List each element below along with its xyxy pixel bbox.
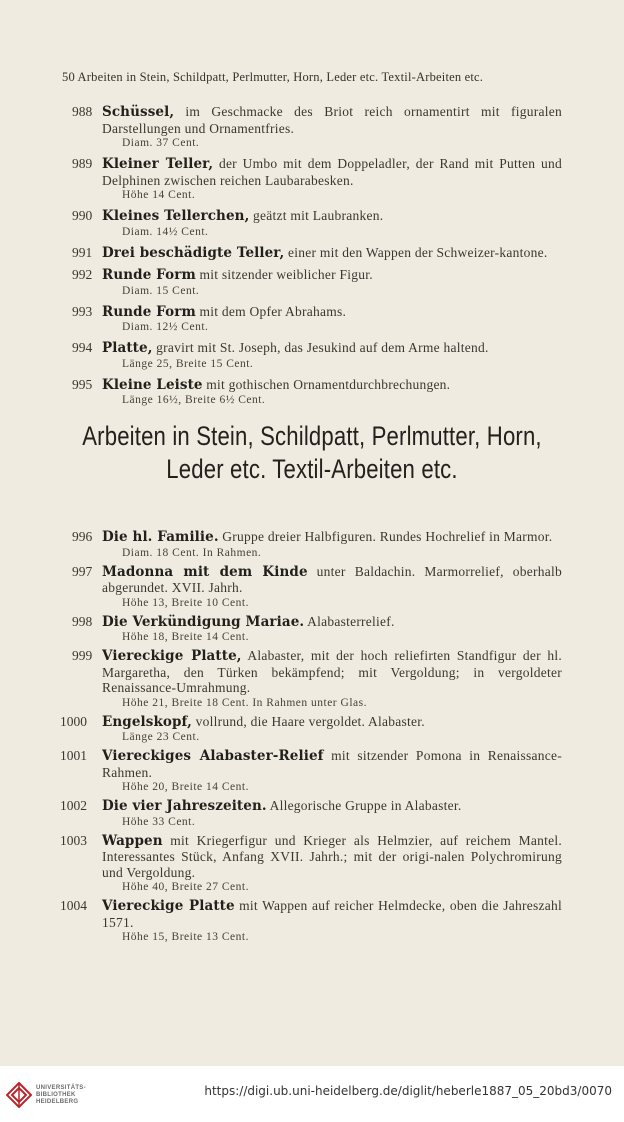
entry-title: Viereckige Platte,: [102, 648, 242, 664]
catalog-entry: [66, 529, 562, 560]
entry-measurements: Höhe 13, Breite 10 Cent.: [122, 596, 249, 609]
entry-measurements: Diam. 37 Cent.: [122, 137, 200, 149]
entry-number: 990: [72, 208, 93, 223]
entry-text: gravirt mit St. Joseph, das Jesukind auf dem Arme haltend.: [152, 340, 489, 355]
entry-description: [102, 156, 562, 188]
catalog-entry: [60, 898, 562, 944]
entry-text: unter Baldachin. Marmorrelief, oberhalb abgerundet. XVII. Jahrh.: [102, 563, 562, 595]
entry-description: [102, 377, 562, 394]
entry-description: [102, 245, 562, 262]
entry-description: [102, 104, 562, 136]
entry-number: 1004: [60, 898, 87, 913]
entry-text: Alabaster, mit der hoch reliefirten Standfigur der hl. Margaretha, den Türken bekämpfend; mit Vergoldung; in vergoldeter Renaissance-Umrahmung.: [102, 648, 562, 695]
entry-description: [102, 208, 562, 225]
entry-text: mit Kriegerfigur und Krieger als Helmzier, auf reichem Mantel. Interessantes Stück, Anfang XVII. Jahrh.; mit der origi-nalen Polychromirung und Vergoldung.: [102, 832, 562, 880]
entry-description: [102, 748, 562, 780]
entry-title: Kleine Leiste: [102, 376, 203, 393]
entry-number: 1000: [60, 713, 87, 729]
entry-number: 997: [72, 563, 93, 579]
running-head: 50 Arbeiten in Stein, Schildpatt, Perlmutter, Horn, Leder etc. Textil-Arbeiten etc.: [62, 70, 484, 84]
entry-description: [102, 714, 562, 731]
entry-title: Viereckige Platte: [102, 898, 235, 914]
catalog-entry: [66, 104, 562, 150]
entry-number: 995: [72, 376, 93, 392]
entry-title: Schüssel,: [102, 104, 175, 120]
entry-title: Kleiner Teller,: [102, 156, 214, 172]
entry-measurements: Höhe 20, Breite 14 Cent.: [122, 781, 249, 793]
entry-measurements: Diam. 12½ Cent.: [122, 321, 209, 333]
entry-description: [102, 614, 562, 631]
catalog-entry: [66, 304, 562, 335]
entry-number: 989: [72, 156, 93, 171]
catalog-entry: [66, 208, 562, 239]
catalog-entry: [60, 713, 562, 745]
entry-description: [102, 340, 562, 357]
entry-measurements: Länge 23 Cent.: [122, 731, 200, 743]
library-name: [36, 1085, 86, 1106]
entry-text: einer mit den Wappen der Schweizer-kantone.: [284, 244, 548, 260]
entry-measurements: Höhe 18, Breite 14 Cent.: [122, 631, 249, 643]
entry-description: [102, 304, 562, 321]
entry-title: Runde Form: [102, 267, 196, 283]
entry-title: Kleines Tellerchen,: [102, 208, 250, 224]
entry-measurements: Diam. 14½ Cent.: [122, 225, 209, 238]
entry-title: Madonna mit dem Kinde: [102, 563, 308, 580]
entry-number: 1001: [60, 748, 87, 763]
entry-text: mit dem Opfer Abrahams.: [195, 303, 347, 319]
entry-number: 994: [72, 340, 93, 355]
catalog-entry: [60, 798, 562, 829]
entry-text: mit sitzender weiblicher Figur.: [195, 267, 373, 282]
entry-text: der Umbo mit dem Doppeladler, der Rand mit Putten und Delphinen zwischen reichen Laubarabesken.: [102, 156, 562, 188]
library-line3: HEIDELBERG: [36, 1099, 79, 1105]
footer-bar: [0, 1066, 624, 1122]
entry-number: 1002: [60, 798, 87, 813]
catalog-entry: [60, 832, 562, 895]
entry-description: [102, 898, 562, 930]
entry-title: Die vier Jahreszeiten.: [102, 798, 267, 814]
entry-measurements: Höhe 15, Breite 13 Cent.: [122, 931, 249, 943]
entries-bottom: [0, 529, 624, 948]
entry-description: [102, 564, 562, 596]
entry-text: mit Wappen auf reicher Helmdecke, oben die Jahreszahl 1571.: [102, 898, 562, 930]
entry-title: Drei beschädigte Teller,: [102, 244, 285, 261]
catalog-entry: [66, 614, 562, 645]
entry-number: 996: [72, 529, 93, 544]
catalog-entry: [66, 340, 562, 371]
catalog-entry: [66, 267, 562, 298]
entry-text: Allegorische Gruppe in Alabaster.: [266, 798, 462, 813]
entry-measurements: Länge 16½, Breite 6½ Cent.: [122, 394, 266, 406]
entry-number: 991: [72, 244, 93, 260]
section-title: [56, 420, 568, 486]
entry-measurements: Höhe 21, Breite 18 Cent. In Rahmen unter Glas.: [122, 696, 367, 709]
entry-measurements: Diam. 15 Cent.: [122, 284, 200, 297]
entry-measurements: Diam. 18 Cent. In Rahmen.: [122, 546, 262, 559]
entry-number: 988: [72, 104, 93, 119]
entry-description: [102, 267, 562, 284]
entry-title: Viereckiges Alabaster-Relief: [102, 748, 324, 764]
entry-measurements: Länge 25, Breite 15 Cent.: [122, 357, 254, 370]
entry-text: Gruppe dreier Halbfiguren. Rundes Hochrelief in Marmor.: [218, 529, 553, 544]
entry-text: geätzt mit Laubranken.: [249, 208, 384, 223]
entry-number: 993: [72, 303, 93, 319]
entry-title: Engelskopf,: [102, 713, 192, 730]
catalog-entry: [66, 245, 562, 262]
source-url-link[interactable]: https://digi.ub.uni-heidelberg.de/diglit/heberle1887_05_20bd3/0070: [204, 1084, 612, 1098]
library-line2: BIBLIOTHEK: [36, 1092, 76, 1098]
entry-text: im Geschmacke des Briot reich ornamentirt mit figuralen Darstellungen und Ornamentfries.: [102, 104, 562, 136]
entry-measurements: Höhe 33 Cent.: [122, 815, 196, 828]
section-title-line1: Arbeiten in Stein, Schildpatt, Perlmutter, Horn,: [82, 421, 542, 451]
entry-title: Wappen: [102, 832, 163, 849]
entry-description: [102, 833, 562, 881]
entry-measurements: Höhe 14 Cent.: [122, 189, 196, 201]
entry-number: 1003: [60, 832, 87, 848]
catalog-entry: [66, 564, 562, 610]
entry-number: 992: [72, 267, 93, 282]
catalog-entry: [66, 648, 562, 710]
entry-title: Runde Form: [102, 303, 196, 320]
entry-text: vollrund, die Haare vergoldet. Alabaster.: [191, 713, 425, 729]
library-logo-icon: [6, 1082, 32, 1108]
entry-title: Die hl. Familie.: [102, 529, 219, 545]
library-line1: UNIVERSITÄTS-: [36, 1085, 86, 1091]
entry-title: Platte,: [102, 340, 153, 356]
catalog-entry: [60, 748, 562, 794]
entry-text: mit sitzender Pomona in Renaissance-Rahmen.: [102, 748, 562, 780]
entry-description: [102, 529, 562, 546]
entry-description: [102, 798, 562, 815]
catalog-entry: [66, 156, 562, 202]
entries-top: [0, 104, 624, 413]
entry-title: Die Verkündigung Mariae.: [102, 613, 305, 630]
entry-number: 999: [72, 648, 93, 663]
catalog-entry: [66, 377, 562, 408]
entry-text: mit gothischen Ornamentdurchbrechungen.: [202, 376, 451, 392]
entry-measurements: Höhe 40, Breite 27 Cent.: [122, 881, 249, 893]
entry-description: [102, 648, 562, 696]
entry-number: 998: [72, 613, 93, 629]
entry-text: Alabasterrelief.: [304, 613, 395, 629]
section-title-line2: Leder etc. Textil-Arbeiten etc.: [166, 454, 458, 484]
